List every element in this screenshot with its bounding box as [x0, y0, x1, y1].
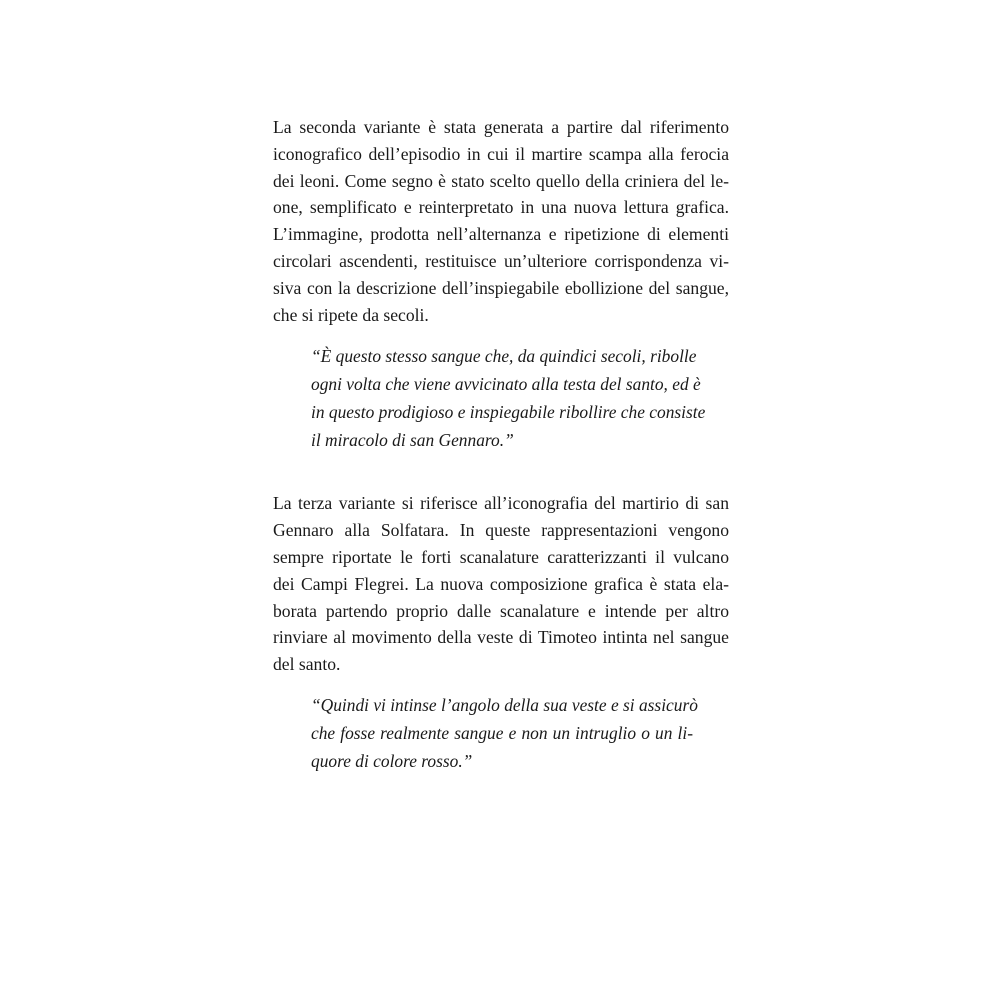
paragraph-line: circolari ascendenti, restituisce un’ulteriore corrispondenza vi-: [273, 250, 729, 271]
block-quote-veste: [311, 691, 698, 775]
paragraph-line: dei leoni. Come segno è stato scelto quello della criniera del le-: [273, 170, 729, 191]
quote-line: che fosse realmente sangue e non un intruglio o un li-: [311, 722, 693, 743]
paragraph-line: one, semplificato e reinterpretato in una nuova lettura grafica.: [273, 197, 729, 218]
quote-line: “È questo stesso sangue che, da quindici secoli, ribolle: [311, 346, 697, 367]
quote-line: “Quindi vi intinse l’angolo della sua veste e si assicurò: [311, 694, 698, 715]
paragraph-line: sempre riportate le forti scanalature caratterizzanti il vulcano: [273, 546, 729, 567]
quote-line: in questo prodigioso e inspiegabile ribollire che consiste: [311, 402, 706, 423]
quote-line: il miracolo di san Gennaro.”: [311, 430, 514, 451]
paragraph-line: dei Campi Flegrei. La nuova composizione grafica è stata ela-: [273, 573, 729, 594]
paragraph-second-variant: [273, 114, 729, 328]
paragraph-line: Gennaro alla Solfatara. In queste rappresentazioni vengono: [273, 520, 729, 541]
quote-line: ogni volta che viene avvicinato alla testa del santo, ed è: [311, 374, 701, 395]
paragraph-line: che si ripete da secoli.: [273, 304, 429, 325]
paragraph-line: La terza variante si riferisce all’iconografia del martirio di san: [273, 493, 729, 514]
paragraph-line: del santo.: [273, 654, 341, 675]
paragraph-line: siva con la descrizione dell’inspiegabile ebollizione del sangue,: [273, 277, 729, 298]
block-quote-miracle: [311, 342, 706, 454]
paragraph-line: borata partendo proprio dalle scanalature e intende per altro: [273, 600, 729, 621]
paragraph-line: La seconda variante è stata generata a partire dal riferimento: [273, 117, 729, 137]
paragraph-third-variant: [273, 490, 729, 678]
page-body: [273, 114, 729, 775]
quote-line: quore di colore rosso.”: [311, 750, 473, 771]
paragraph-line: L’immagine, prodotta nell’alternanza e ripetizione di elementi: [273, 224, 729, 245]
paragraph-line: iconografico dell’episodio in cui il martire scampa alla ferocia: [273, 143, 729, 164]
paragraph-line: rinviare al movimento della veste di Timoteo intinta nel sangue: [273, 627, 729, 648]
